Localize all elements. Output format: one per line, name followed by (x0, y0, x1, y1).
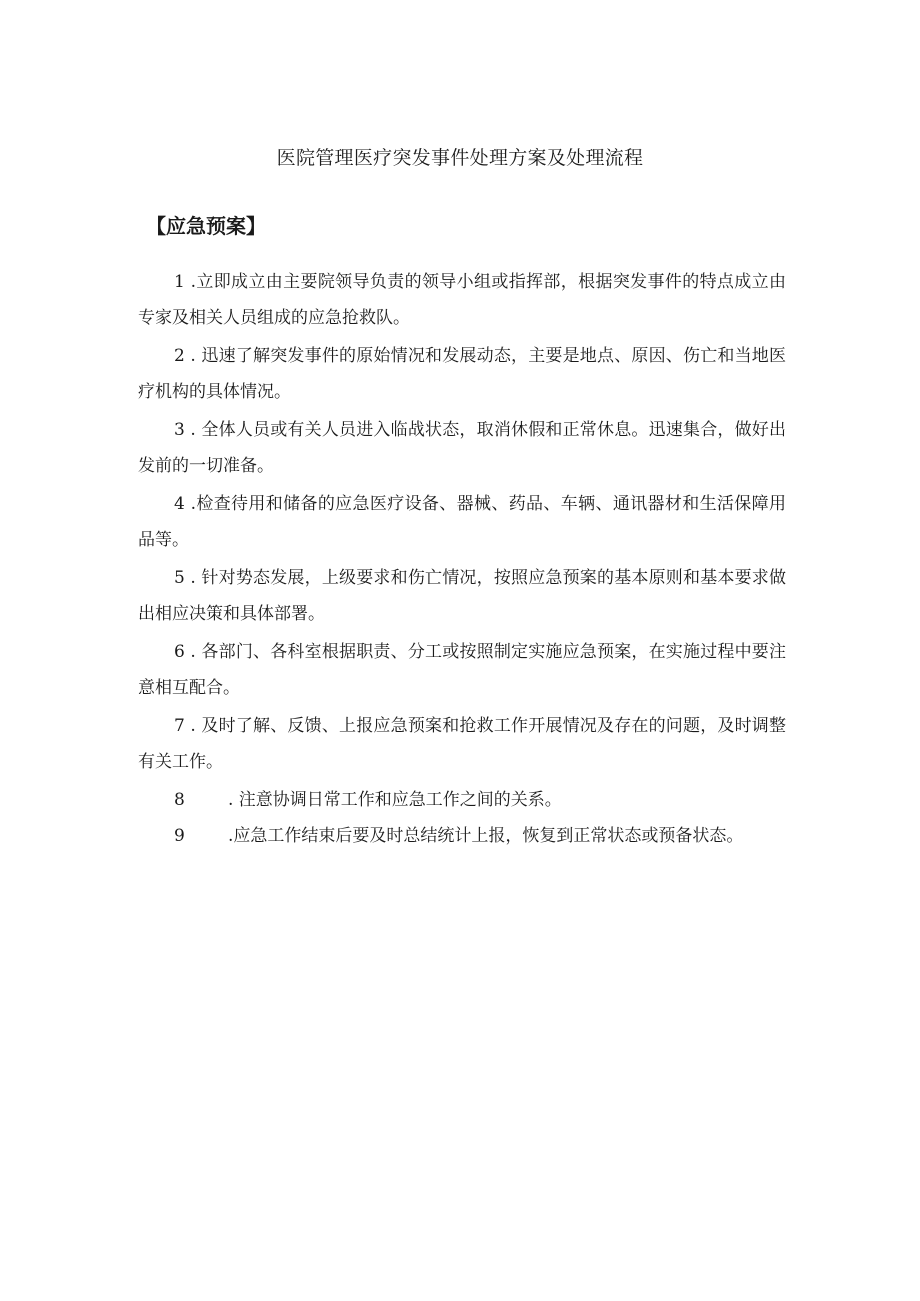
item-number: 7 (174, 716, 185, 736)
item-text: .立即成立由主要院领导负责的领导小组或指挥部，根据突发事件的特点成立由专家及相关人员组成的应急抢救队。 (138, 272, 786, 328)
section-heading: 【应急预案】 (146, 214, 266, 238)
item-text: . 全体人员或有关人员进入临战状态，取消休假和正常休息。迅速集合，做好出发前的一切准备。 (138, 420, 786, 476)
item-number: 1 (174, 272, 185, 292)
item-text: . 各部门、各科室根据职责、分工或按照制定实施应急预案，在实施过程中要注意相互配合。 (138, 642, 786, 698)
list-item (138, 818, 786, 854)
item-number: 2 (174, 346, 185, 366)
item-number: 3 (174, 420, 185, 440)
item-text: . 及时了解、反馈、上报应急预案和抢救工作开展情况及存在的问题，及时调整有关工作。 (138, 716, 786, 772)
list-item (138, 708, 786, 780)
list-item (138, 634, 786, 706)
item-text: . 注意协调日常工作和应急工作之间的关系。 (228, 790, 562, 810)
item-text: .应急工作结束后要及时总结统计上报，恢复到正常状态或预备状态。 (228, 826, 744, 846)
list-item (138, 338, 786, 410)
item-number: 4 (174, 494, 185, 514)
list-item (138, 412, 786, 484)
item-text: .检查待用和储备的应急医疗设备、器械、药品、车辆、通讯器材和生活保障用品等。 (138, 494, 786, 550)
item-number: 8 (174, 790, 185, 810)
list-item (138, 264, 786, 336)
page-title: 医院管理医疗突发事件处理方案及处理流程 (276, 147, 644, 169)
list-item (138, 782, 786, 818)
plan-item-list (138, 264, 786, 854)
item-text: . 针对势态发展，上级要求和伤亡情况，按照应急预案的基本原则和基本要求做出相应决策和具体部署。 (138, 568, 786, 624)
list-item (138, 486, 786, 558)
item-number: 9 (174, 826, 185, 846)
item-text: . 迅速了解突发事件的原始情况和发展动态，主要是地点、原因、伤亡和当地医疗机构的具体情况。 (138, 346, 786, 402)
item-number: 6 (174, 642, 185, 662)
item-number: 5 (174, 568, 185, 588)
list-item (138, 560, 786, 632)
